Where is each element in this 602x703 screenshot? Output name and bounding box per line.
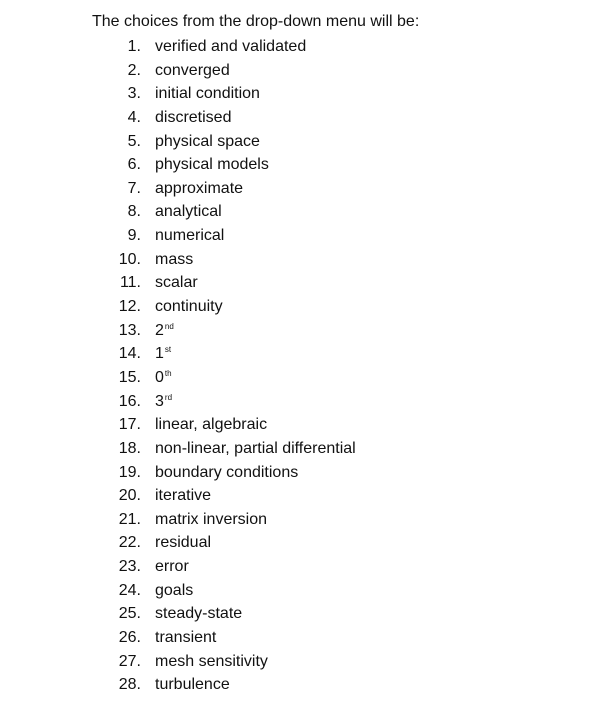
list-item-number: 14.	[118, 345, 141, 363]
list-item-label	[155, 579, 193, 603]
list-item-number: 7.	[127, 179, 141, 197]
list-item-label	[155, 390, 172, 414]
list-item-number: 26.	[118, 629, 141, 647]
list-item-label	[155, 555, 189, 579]
list-item-text: non-linear, partial differential	[155, 439, 356, 457]
list-item-text: scalar	[155, 274, 198, 292]
list-item-number: 22.	[118, 534, 141, 552]
list-item-text: numerical	[155, 227, 225, 245]
list-item-label	[155, 224, 224, 248]
list-item-number: 12.	[118, 298, 141, 316]
list-item-label	[155, 295, 223, 319]
list-item-text: steady-state	[155, 605, 243, 623]
list-item-number: 5.	[127, 132, 141, 150]
list-item-text: goals	[155, 581, 194, 599]
ordinal-suffix: th	[164, 368, 172, 378]
list-item-label	[155, 484, 211, 508]
list-item-number: 9.	[127, 227, 141, 245]
list-item-number: 10.	[118, 250, 141, 268]
list-item-text: error	[155, 558, 189, 576]
list-item-label	[155, 153, 269, 177]
list-item-number: 1.	[127, 38, 141, 55]
list-item-label	[155, 531, 211, 555]
list-item-text: physical space	[155, 132, 260, 150]
list-item-label	[155, 130, 260, 154]
list-item-number: 24.	[118, 581, 141, 599]
list-item-label	[155, 602, 242, 626]
list-item-number: 25.	[118, 605, 141, 623]
list-item-number: 11.	[119, 274, 141, 292]
list-item-number: 16.	[118, 392, 141, 410]
list-item-text: mesh sensitivity	[155, 652, 268, 670]
list-item-text: discretised	[155, 108, 232, 126]
list-item-label	[155, 82, 260, 106]
list-item-label	[155, 35, 306, 59]
list-item-text: approximate	[155, 179, 244, 197]
list-item-number: 3.	[127, 85, 141, 103]
list-item-number: 21.	[118, 510, 141, 528]
list-item-text: matrix inversion	[155, 510, 268, 528]
list-item-label	[155, 366, 172, 390]
list-item-label	[155, 319, 174, 343]
list-item-label	[155, 626, 216, 650]
list-item-number: 23.	[118, 558, 141, 576]
list-item-text: 3	[155, 392, 164, 410]
list-item-text: 1	[155, 345, 164, 363]
list-item-label	[155, 271, 198, 295]
intro-text: The choices from the drop-down menu will be:	[92, 13, 420, 30]
list-item-label	[155, 342, 171, 366]
list-item-number: 27.	[118, 652, 141, 670]
list-item-text: mass	[155, 250, 194, 268]
list-item-label	[155, 200, 222, 224]
list-item-label	[155, 106, 231, 130]
list-item-label	[155, 461, 298, 485]
list-item-text: physical models	[155, 156, 269, 174]
list-item-text: converged	[155, 61, 230, 79]
list-item-label	[155, 508, 267, 532]
list-item-text: continuity	[155, 298, 223, 316]
list-item-number: 17.	[118, 416, 141, 434]
list-item-label	[155, 413, 267, 437]
list-item-number: 15.	[118, 368, 141, 386]
list-item-text: 0	[155, 368, 164, 386]
list-item-number: 28.	[118, 676, 141, 694]
list-item-text: initial condition	[155, 85, 260, 103]
list-item-label	[155, 248, 193, 272]
list-item-text: residual	[155, 534, 212, 552]
list-item-number: 19.	[118, 463, 141, 481]
list-item-label	[155, 650, 268, 674]
list-item-number: 4.	[127, 108, 141, 126]
ordinal-suffix: st	[164, 345, 172, 355]
list-item-number: 13.	[118, 321, 141, 339]
list-item-text: verified and validated	[155, 38, 307, 55]
list-item-text: iterative	[155, 487, 212, 505]
ordinal-suffix: rd	[164, 392, 173, 402]
ordinal-suffix: nd	[164, 321, 174, 331]
list-item-label	[155, 437, 356, 461]
list-item-label	[155, 59, 230, 83]
list-item-text: linear, algebraic	[155, 416, 268, 434]
list-item-number: 8.	[127, 203, 141, 221]
list-item-text: turbulence	[155, 676, 230, 694]
list-item-number: 18.	[118, 439, 141, 457]
list-item-text: transient	[155, 629, 217, 647]
list-item-text: 2	[155, 321, 164, 339]
list-item-label	[155, 177, 243, 201]
list-item-number: 6.	[127, 156, 141, 174]
list-item-label	[155, 673, 230, 697]
list-item-number: 20.	[118, 487, 141, 505]
list-item-number: 2.	[127, 61, 141, 79]
list-item-text: analytical	[155, 203, 222, 221]
list-item-text: boundary conditions	[155, 463, 299, 481]
